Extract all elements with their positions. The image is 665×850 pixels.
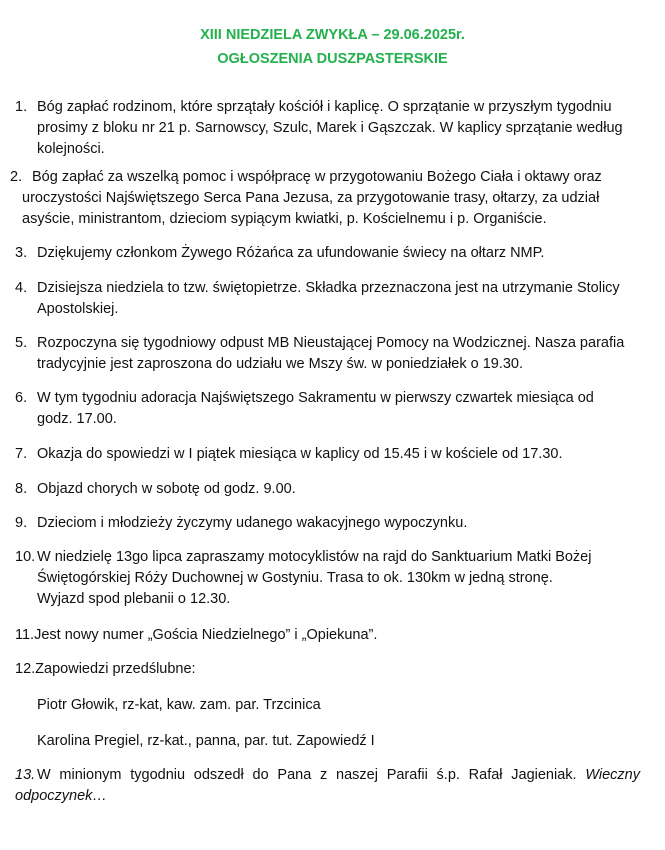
item-text-line: tradycyjnie jest zaproszona do udziału we Mszy św. w poniedziałek o 19.30. xyxy=(37,356,524,372)
item-text-line: Okazja do spowiedzi w I piątek miesiąca w kaplicy od 15.45 i w kościele od 17.30. xyxy=(37,446,563,462)
item-text-line: Apostolskiej. xyxy=(37,301,119,317)
item-number: 12. xyxy=(15,661,36,677)
list-item xyxy=(15,547,640,610)
item-number: 3. xyxy=(15,245,28,261)
item-text: W minionym tygodniu odszedł do Pana z naszej Parafii ś.p. Rafał Jagieniak. xyxy=(37,767,577,783)
item-text-line: prosimy z bloku nr 21 p. Sarnowscy, Szulc, Marek i Gąszczak. W kaplicy sprzątanie według xyxy=(37,120,623,136)
list-item xyxy=(15,444,640,465)
item-number: 9. xyxy=(15,515,28,531)
item-text-line: Wyjazd spod plebanii o 12.30. xyxy=(37,591,231,607)
list-item xyxy=(15,388,640,430)
item-text-line: kolejności. xyxy=(37,141,105,157)
item-text-line: Dzisiejsza niedziela to tzw. świętopietrze. Składka przeznaczona jest na utrzymanie Stolicy xyxy=(37,280,620,296)
list-item xyxy=(15,479,640,500)
item-text-line: Dziękujemy członkom Żywego Różańca za ufundowanie świecy na ołtarz NMP. xyxy=(37,245,545,261)
item-text-line: Bóg zapłać za wszelką pomoc i współpracę w przygotowaniu Bożego Ciała i oktawy oraz xyxy=(32,169,602,185)
item-number: 8. xyxy=(15,481,28,497)
item-number: 7. xyxy=(15,446,28,462)
list-item xyxy=(15,333,640,375)
item-text-line: uroczystości Najświętszego Serca Pana Jezusa, za przygotowanie trasy, ołtarzy, za udział xyxy=(22,190,600,206)
list-item xyxy=(15,243,640,264)
item-number: 1. xyxy=(15,99,28,115)
banns-entry: Karolina Pregiel, rz-kat., panna, par. tut. Zapowiedź I xyxy=(37,733,375,749)
item-text-line: Świętogórskiej Róży Duchownej w Gostyniu. Trasa to ok. 130km w jedną stronę. xyxy=(37,570,553,586)
item-number: 6. xyxy=(15,390,28,406)
item-text-line: Bóg zapłać rodzinom, które sprzątały kościół i kaplicę. O sprzątanie w przyszłym tygodniu xyxy=(37,99,612,115)
item-number: 13. xyxy=(15,767,36,783)
page-subtitle: OGŁOSZENIA DUSZPASTERSKIE xyxy=(217,51,448,67)
banns-entry: Piotr Głowik, rz-kat, kaw. zam. par. Trzcinica xyxy=(37,697,321,713)
list-item xyxy=(15,513,640,534)
item-text-line: W niedzielę 13go lipca zapraszamy motocyklistów na rajd do Sanktuarium Matki Bożej xyxy=(37,549,592,565)
item-text-line: godz. 17.00. xyxy=(37,411,117,427)
item-text-line: W tym tygodniu adoracja Najświętszego Sakramentu w pierwszy czwartek miesiąca od xyxy=(37,390,594,406)
item-text-line: asyście, ministrantom, dzieciom sypiącym kwiatki, p. Kościelnemu i p. Organiście. xyxy=(22,211,547,227)
item-text-line: Jest nowy numer „Gościa Niedzielnego” i „Opiekuna”. xyxy=(34,627,378,643)
item-number: 10. xyxy=(15,549,36,565)
list-item xyxy=(15,765,640,807)
item-number: 4. xyxy=(15,280,28,296)
page-title: XIII NIEDZIELA ZWYKŁA – 29.06.2025r. xyxy=(200,27,465,43)
list-item xyxy=(10,167,640,230)
item-text-line: Objazd chorych w sobotę od godz. 9.00. xyxy=(37,481,296,497)
list-item xyxy=(15,278,640,320)
item-number: 5. xyxy=(15,335,28,351)
item-text-line: Rozpoczyna się tygodniowy odpust MB Nieustającej Pomocy na Wodzicznej. Nasza parafia xyxy=(37,335,625,351)
list-item xyxy=(15,97,640,160)
item-number: 2. xyxy=(10,169,23,185)
list-item xyxy=(15,625,377,646)
item-number: 11. xyxy=(15,627,35,643)
item-text-italic: Wieczny xyxy=(585,767,640,783)
list-item xyxy=(15,659,196,680)
item-text-italic: odpoczynek… xyxy=(15,788,107,804)
item-text-line: Dzieciom i młodzieży życzymy udanego wakacyjnego wypoczynku. xyxy=(37,515,468,531)
item-text-line: Zapowiedzi przedślubne: xyxy=(35,661,196,677)
item-text-line xyxy=(37,765,640,786)
